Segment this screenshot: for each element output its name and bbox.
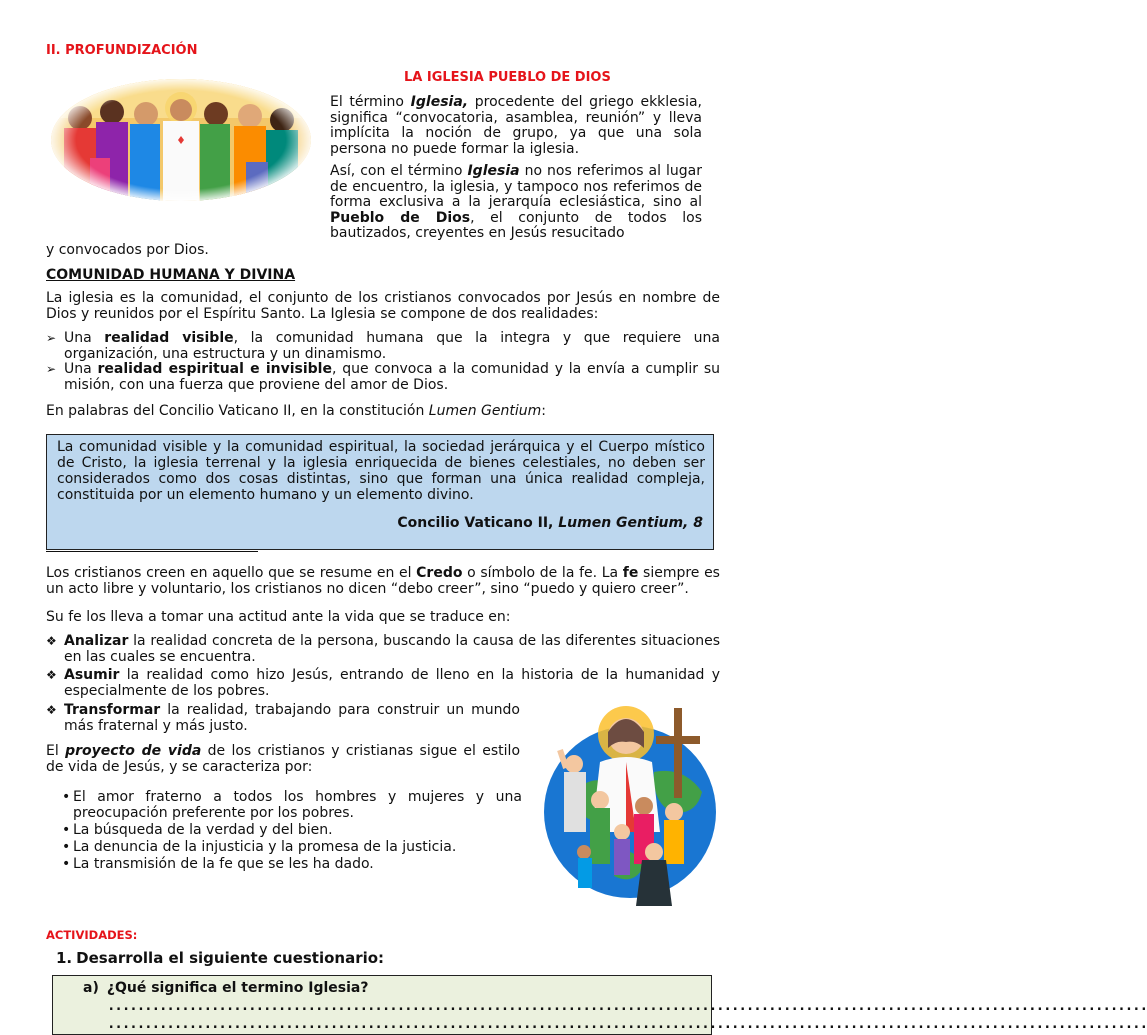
article-title: LA IGLESIA PUEBLO DE DIOS	[404, 70, 611, 85]
answer-line[interactable]: ............................................................................................................................................	[107, 1016, 1147, 1032]
arrow-bullet-icon: ➢	[46, 331, 57, 345]
diamond-bullet-icon: ❖	[46, 634, 57, 648]
project-item: • La transmisión de la fe que se les ha dado.	[62, 856, 374, 872]
reality-item: ➢ Una realidad visible, la comunidad humana que la integra y que requiere una organización, una estructura y un dinamismo.	[46, 330, 721, 362]
questionnaire-box	[52, 975, 1147, 1035]
council-quote-box	[46, 434, 714, 550]
project-item: • El amor fraterno a todos los hombres y mujeres y una preocupación preferente por los pobres.	[62, 789, 522, 821]
project-paragraph: El proyecto de vida de los cristianos y cristianas sigue el estilo de vida de Jesús, y se caracteriza por:	[46, 743, 521, 775]
diamond-bullet-icon: ❖	[46, 668, 57, 682]
question-a: a) ¿Qué significa el termino Iglesia?	[83, 980, 369, 996]
activities-heading: ACTIVIDADES:	[46, 928, 138, 942]
project-item: • La búsqueda de la verdad y del bien.	[62, 822, 333, 838]
bullet-icon: •	[62, 839, 71, 855]
arrow-bullet-icon: ➢	[46, 362, 57, 376]
council-intro: En palabras del Concilio Vaticano II, en la constitución Lumen Gentium:	[46, 403, 546, 419]
jesus-community-illustration	[534, 702, 720, 906]
bullet-icon: •	[62, 789, 71, 805]
attitude-item: ❖ Transformar la realidad, trabajando para construir un mundo más fraternal y más justo.	[46, 702, 520, 734]
intro-paragraph-2-end: y convocados por Dios.	[46, 242, 209, 258]
reality-item: ➢ Una realidad espiritual e invisible, que convoca a la comunidad y la envía a cumplir su misión, con una fuerza que proviene del amor de Dios.	[46, 361, 720, 393]
project-item: • La denuncia de la injusticia y la promesa de la justicia.	[62, 839, 457, 855]
divider-line	[46, 551, 258, 552]
attitude-intro: Su fe los lleva a tomar una actitud ante la vida que se traduce en:	[46, 609, 511, 625]
task-heading: 1. Desarrolla el siguiente cuestionario:	[56, 949, 385, 967]
intro-paragraph-2: Así, con el término Iglesia no nos referimos al lugar de encuentro, la iglesia, y tampoco nos referimos de forma exclusiva a la jerarquía eclesiástica, sino al Pueblo de Dios, el conjunto de todos los bautizados, creyentes en Jesús resucitado	[330, 163, 702, 241]
diamond-bullet-icon: ❖	[46, 703, 57, 717]
attitude-item: ❖ Asumir la realidad como hizo Jesús, entrando de lleno en la historia de la humanidad y especialmente de los pobres.	[46, 667, 720, 699]
section-heading: II. PROFUNDIZACIÓN	[46, 43, 198, 58]
attitude-item: ❖ Analizar la realidad concreta de la persona, buscando la causa de las diferentes situaciones en las cuales se encuentra.	[46, 633, 720, 665]
faith-paragraph: Los cristianos creen en aquello que se resume en el Credo o símbolo de la fe. La fe siempre es un acto libre y voluntario, los cristianos no dicen “debo creer”, sino “puedo y quiero creer”.	[46, 565, 720, 597]
quote-text: La comunidad visible y la comunidad espiritual, la sociedad jerárquica y el Cuerpo místico de Cristo, la iglesia terrenal y la iglesia enriquecida de bienes celestiales, no deben ser considerados como dos cosas distintas, sino que forman una única realidad compleja, constituida por un elemento humano y un elemento divino.	[57, 439, 705, 503]
answer-line[interactable]: ............................................................................................................................................	[107, 998, 1147, 1014]
bullet-icon: •	[62, 822, 71, 838]
community-paragraph: La iglesia es la comunidad, el conjunto de los cristianos convocados por Jesús en nombre de Dios y reunidos por el Espíritu Santo. La Iglesia se compone de dos realidades:	[46, 290, 720, 322]
people-group-illustration	[50, 78, 312, 202]
intro-paragraph-1: El término Iglesia, procedente del griego ekklesia, significa “convocatoria, asamblea, reunión” y lleva implícita la noción de grupo, ya que una sola persona no puede formar la iglesia.	[330, 94, 702, 157]
quote-source: Concilio Vaticano II, Lumen Gentium, 8	[397, 515, 703, 531]
bullet-icon: •	[62, 856, 71, 872]
subheading: COMUNIDAD HUMANA Y DIVINA	[46, 267, 296, 283]
